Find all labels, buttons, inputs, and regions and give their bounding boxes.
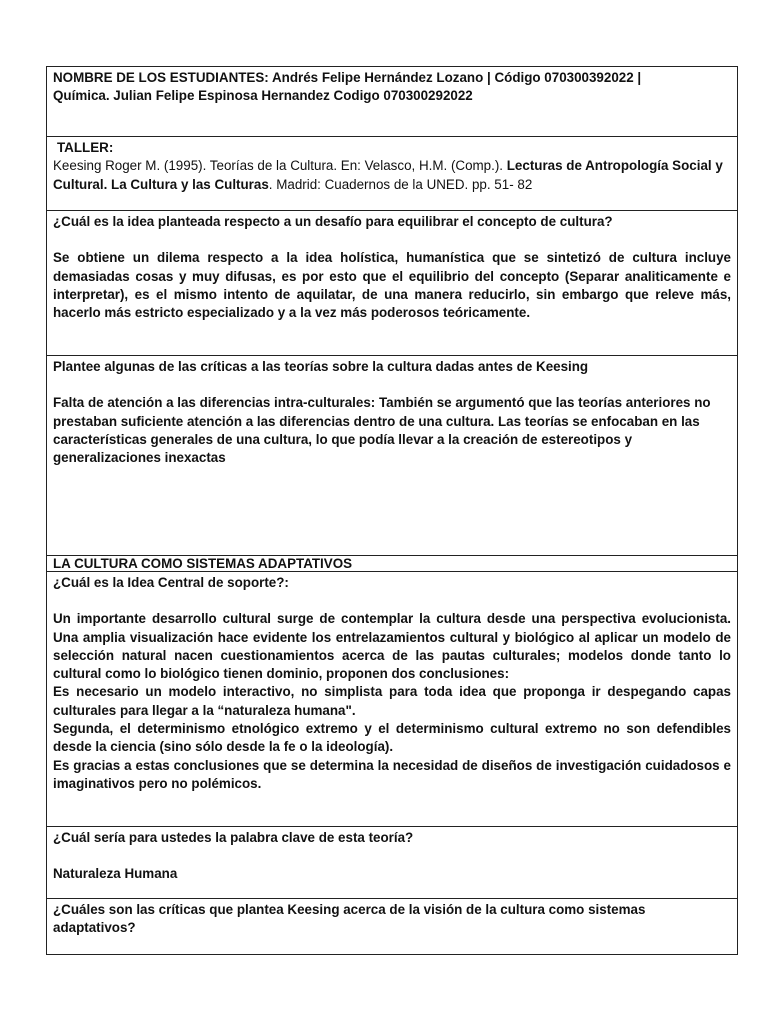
question-5: ¿Cuáles son las críticas que plantea Keesing acerca de la visión de la cultura como sistemas adaptativos? bbox=[53, 902, 646, 936]
question-1: ¿Cuál es la idea planteada respecto a un desafío para equilibrar el concepto de cultura? bbox=[53, 214, 613, 229]
question-4: ¿Cuál sería para ustedes la palabra clave de esta teoría? bbox=[53, 830, 414, 845]
students-line-1: NOMBRE DE LOS ESTUDIANTES: Andrés Felipe Hernández Lozano | Código 070300392022 | bbox=[53, 70, 642, 85]
students-line-2: Química. Julian Felipe Espinosa Hernandez Codigo 070300292022 bbox=[53, 88, 473, 104]
section-title: LA CULTURA COMO SISTEMAS ADAPTATIVOS bbox=[53, 556, 353, 571]
question-2-cell bbox=[46, 356, 738, 556]
reference-publisher: . Madrid: Cuadernos de la UNED. pp. 51- 82 bbox=[268, 176, 533, 192]
reference-book-title: Lecturas de Antropología Social y Cultural. La Cultura y las Culturas bbox=[53, 158, 723, 192]
question-5-cell bbox=[46, 899, 738, 955]
students-cell bbox=[46, 66, 738, 137]
answer-4: Naturaleza Humana bbox=[53, 866, 178, 882]
question-3: ¿Cuál es la Idea Central de soporte?: bbox=[53, 575, 289, 590]
reference-authors: Keesing Roger M. (1995). Teorías de la Cultura. En: Velasco, H.M. (Comp.). bbox=[53, 158, 507, 174]
answer-2: Falta de atención a las diferencias intra-culturales: También se argumentó que las teorías anteriores no prestaban suficiente atención a las diferencias dentro de una cultura. Las teorías se enfocaban en las características generales de una cultura, lo que podía llevar a la creación de estereotipos y generalizaciones inexactas bbox=[53, 395, 711, 466]
worksheet-table bbox=[46, 66, 738, 955]
question-3-cell bbox=[46, 572, 738, 827]
answer-3-paragraph-2: Es necesario un modelo interactivo, no simplista para toda idea que proponga ir despegando capas culturales para llegar a la “naturaleza humana". bbox=[53, 684, 731, 718]
section-cell bbox=[46, 556, 738, 572]
answer-3-paragraph-4: Es gracias a estas conclusiones que se determina la necesidad de diseños de investigación cuidadosos e imaginativos pero no polémicos. bbox=[53, 757, 731, 791]
question-4-cell bbox=[46, 827, 738, 899]
taller-cell bbox=[46, 137, 738, 211]
answer-3-paragraph-3: Segunda, el determinismo etnológico extremo y el determinismo cultural extremo no son defendibles desde la ciencia (sino sólo desde la fe o la ideología). bbox=[53, 721, 731, 755]
answer-3-paragraph-1: Un importante desarrollo cultural surge de contemplar la cultura desde una perspectiva evolucionista. Una amplia visualización hace evidente los entrelazamientos cultural y biológico al aplicar un modelo de selección natural nacen cuestionamientos acerca de las pautas culturales; modelos donde tanto lo cultural como lo biológico tienen dominio, proponen dos conclusiones: bbox=[53, 611, 731, 682]
question-2: Plantee algunas de las críticas a las teorías sobre la cultura dadas antes de Keesing bbox=[53, 359, 589, 374]
taller-reference bbox=[53, 157, 731, 194]
question-1-cell bbox=[46, 211, 738, 356]
answer-1: Se obtiene un dilema respecto a la idea holística, humanística que se sintetizó de cultura incluye demasiadas cosas y muy difusas, es por esto que el equilibrio del concepto (Separar analiticamente e interpretar), es el mismo intento de aquilatar, de una manera reducirlo, sin embargo que releve más, hacerlo más estricto especializado y a la vez más poderosos teóricamente. bbox=[53, 250, 731, 321]
taller-heading: TALLER: bbox=[57, 140, 114, 155]
